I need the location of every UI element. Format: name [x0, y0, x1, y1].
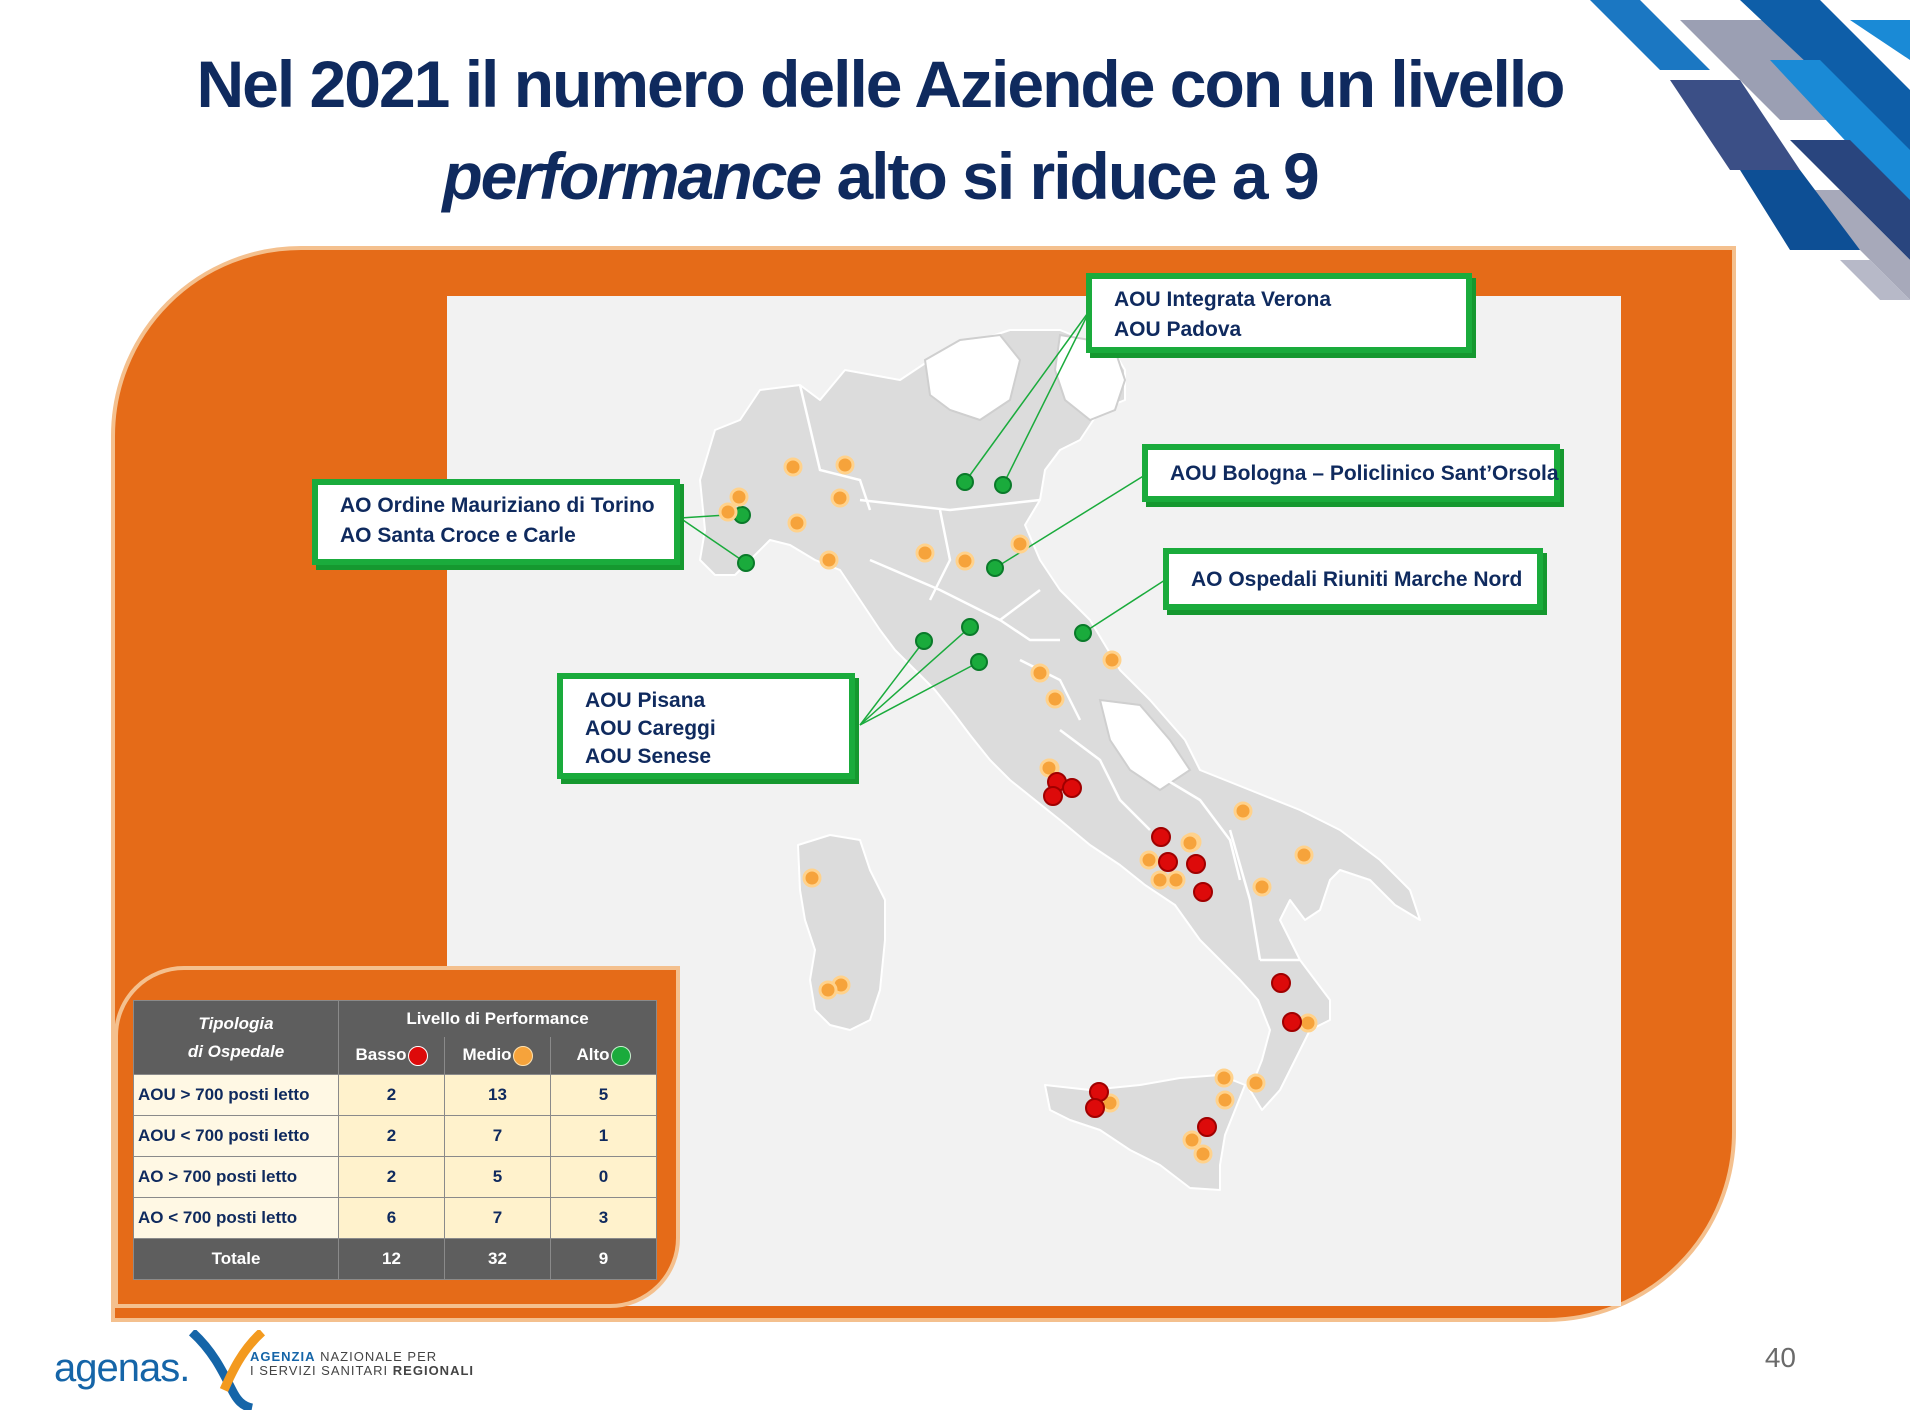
marker-alto	[957, 474, 973, 490]
callout-line: AO Ordine Mauriziano di Torino	[340, 494, 655, 517]
marker-basso	[1198, 1118, 1216, 1136]
total-basso: 12	[339, 1239, 445, 1280]
marker-alto	[962, 619, 978, 635]
total-alto: 9	[551, 1239, 657, 1280]
marker-medio	[789, 515, 805, 531]
callout-line: AOU Senese	[585, 745, 712, 768]
marker-alto	[738, 555, 754, 571]
row-label: AOU < 700 posti letto	[134, 1116, 339, 1157]
marker-medio	[1184, 1132, 1200, 1148]
marker-medio	[820, 982, 836, 998]
title-line-2-rest: alto si riduce a 9	[820, 139, 1318, 213]
total-medio: 32	[445, 1239, 551, 1280]
table-row	[134, 1157, 657, 1198]
callout-line: AO Ospedali Riuniti Marche Nord	[1191, 568, 1523, 591]
marker-medio	[837, 457, 853, 473]
total-label: Totale	[134, 1239, 339, 1280]
marker-medio	[720, 504, 736, 520]
callout-torino	[312, 479, 680, 565]
marker-medio	[1141, 852, 1157, 868]
cell-basso: 2	[339, 1075, 445, 1116]
medio-dot-icon	[513, 1046, 533, 1066]
marker-alto	[971, 654, 987, 670]
marker-medio	[804, 870, 820, 886]
leader-line	[860, 641, 924, 725]
header-medio-label: Medio	[462, 1044, 512, 1064]
marker-basso	[1272, 974, 1290, 992]
row-label: AO > 700 posti letto	[134, 1157, 339, 1198]
title-italic-word: performance	[442, 139, 821, 213]
marker-medio	[1182, 835, 1198, 851]
marker-medio	[1216, 1070, 1232, 1086]
callout-line: AOU Integrata Verona	[1114, 288, 1332, 311]
callout-marche	[1163, 548, 1543, 610]
page-number: 40	[1764, 1342, 1796, 1373]
cell-medio: 7	[445, 1198, 551, 1239]
cell-basso: 2	[339, 1157, 445, 1198]
marker-basso	[1086, 1099, 1104, 1117]
logo-agenzia: AGENZIA	[250, 1349, 316, 1364]
marker-medio	[1168, 872, 1184, 888]
logo-line-1	[250, 1350, 474, 1364]
table-row	[134, 1075, 657, 1116]
leader-line	[1083, 580, 1165, 633]
cell-alto: 5	[551, 1075, 657, 1116]
logo-line-1-rest: NAZIONALE PER	[315, 1349, 438, 1364]
marker-basso	[1063, 779, 1081, 797]
cell-medio: 7	[445, 1116, 551, 1157]
logo-text	[250, 1350, 474, 1378]
callout-bologna	[1142, 444, 1560, 502]
marker-medio	[957, 553, 973, 569]
logo-wordmark: agenas.	[54, 1346, 190, 1390]
marker-basso	[1044, 787, 1062, 805]
marker-medio	[785, 459, 801, 475]
marker-basso	[1283, 1013, 1301, 1031]
row-label: AOU > 700 posti letto	[134, 1075, 339, 1116]
header-tipologia	[134, 1001, 339, 1075]
row-label: AO < 700 posti letto	[134, 1198, 339, 1239]
marker-basso	[1187, 855, 1205, 873]
marker-medio	[1032, 665, 1048, 681]
header-basso	[339, 1037, 445, 1075]
total-row	[134, 1239, 657, 1280]
marker-medio	[1152, 872, 1168, 888]
callout-line: AOU Pisana	[585, 689, 706, 712]
marker-medio	[832, 490, 848, 506]
marker-medio	[1195, 1146, 1211, 1162]
callout-verona-padova	[1086, 273, 1472, 353]
header-basso-label: Basso	[355, 1044, 407, 1064]
header-medio	[445, 1037, 551, 1075]
logo-line-2	[250, 1364, 474, 1378]
header-alto-label: Alto	[576, 1044, 610, 1064]
marker-medio	[821, 552, 837, 568]
marker-alto	[995, 477, 1011, 493]
table-row	[134, 1198, 657, 1239]
marker-medio	[1296, 847, 1312, 863]
callout-toscana	[557, 673, 855, 779]
sardinia-shape	[798, 835, 885, 1030]
callout-line: AOU Bologna – Policlinico Sant’Orsola	[1170, 462, 1559, 485]
marker-medio	[1300, 1015, 1316, 1031]
marker-basso	[1159, 853, 1177, 871]
marker-medio	[1217, 1092, 1233, 1108]
header-livello: Livello di Performance	[339, 1001, 657, 1037]
marker-basso	[1152, 828, 1170, 846]
header-tipologia-line1: Tipologia	[198, 1013, 274, 1033]
marker-basso	[1194, 883, 1212, 901]
callout-line: AOU Careggi	[585, 717, 716, 740]
marker-medio	[1254, 879, 1270, 895]
basso-dot-icon	[408, 1046, 428, 1066]
logo-line-2-rest: I SERVIZI SANITARI	[250, 1363, 393, 1378]
cell-basso: 6	[339, 1198, 445, 1239]
alto-dot-icon	[611, 1046, 631, 1066]
marker-medio	[1012, 536, 1028, 552]
cell-alto: 0	[551, 1157, 657, 1198]
cell-medio: 5	[445, 1157, 551, 1198]
performance-table	[133, 1000, 657, 1280]
marker-medio	[731, 489, 747, 505]
title-line-1: Nel 2021 il numero delle Aziende con un livello	[196, 47, 1564, 121]
header-tipologia-line2: di Ospedale	[187, 1041, 285, 1061]
marker-medio	[1047, 691, 1063, 707]
marker-medio	[1104, 652, 1120, 668]
cell-medio: 13	[445, 1075, 551, 1116]
marker-alto	[1075, 625, 1091, 641]
cell-alto: 3	[551, 1198, 657, 1239]
table-row	[134, 1116, 657, 1157]
marker-medio	[1235, 803, 1251, 819]
marker-alto	[916, 633, 932, 649]
marker-medio	[917, 545, 933, 561]
callout-line: AOU Padova	[1114, 318, 1242, 341]
logo-regionali: REGIONALI	[392, 1363, 475, 1378]
marker-alto	[987, 560, 1003, 576]
marker-medio	[1248, 1075, 1264, 1091]
cell-basso: 2	[339, 1116, 445, 1157]
header-alto	[551, 1037, 657, 1075]
callout-line: AO Santa Croce e Carle	[340, 524, 576, 547]
cell-alto: 1	[551, 1116, 657, 1157]
